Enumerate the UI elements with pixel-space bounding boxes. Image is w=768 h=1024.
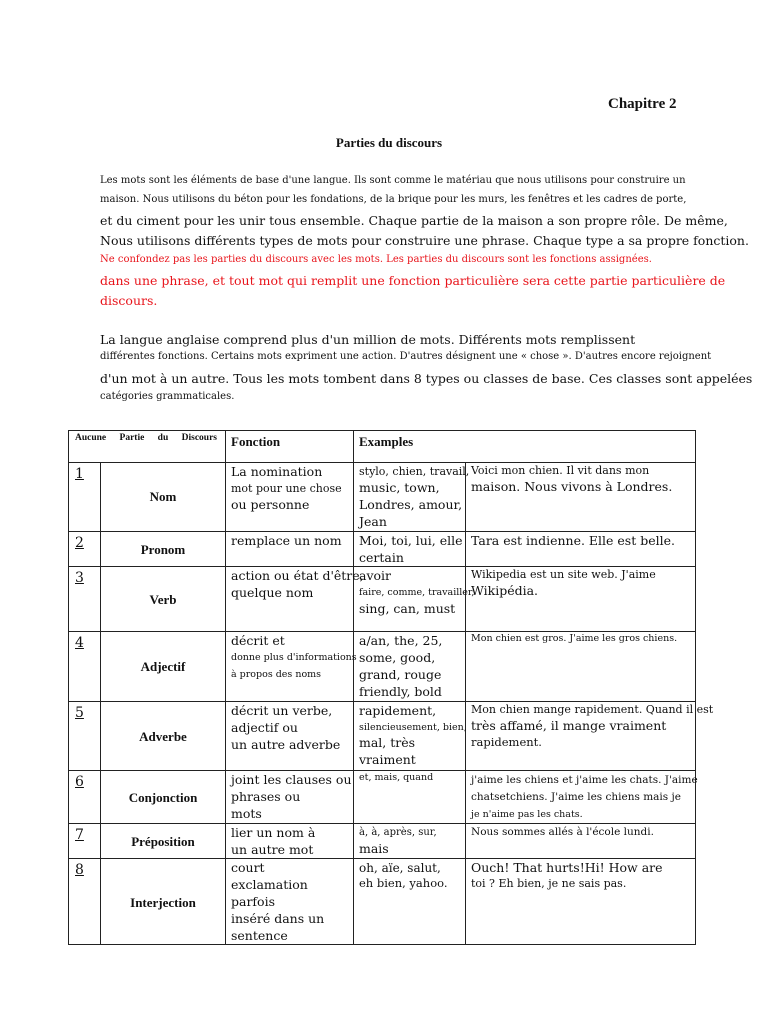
function-text: remplace un nom xyxy=(231,533,342,548)
warning-line-2: dans une phrase, et tout mot qui remplit une fonction particulière sera cette partie particulière de xyxy=(100,273,726,288)
part-name: Adverbe xyxy=(139,729,187,744)
sample-sentence: Voici mon chien. Il vit dans mon maison. Nous vivons à Londres. xyxy=(471,464,673,494)
part-name: Adjectif xyxy=(140,659,186,674)
function-text: joint les clauses ou phrases ou mots xyxy=(231,772,352,821)
examples-text: oh, aïe, salut, eh bien, yahoo. xyxy=(359,861,448,891)
para2-line-1: La langue anglaise comprend plus d'un million de mots. Différents mots remplissent xyxy=(100,332,636,347)
table-row xyxy=(69,463,696,532)
function-text: La nomination mot pour une chose ou personne xyxy=(231,464,342,512)
examples-text: Moi, toi, lui, elle certain xyxy=(359,533,463,565)
examples-text: et, mais, quand xyxy=(359,772,434,783)
table-row xyxy=(69,771,696,824)
sample-sentence: Mon chien est gros. J'aime les gros chiens. xyxy=(471,633,678,644)
row-number: 5 xyxy=(75,705,84,721)
examples-text: à, à, après, sur, mais xyxy=(359,827,437,856)
table-row xyxy=(69,859,696,945)
row-number: 4 xyxy=(75,635,84,651)
function-text: lier un nom à un autre mot xyxy=(231,825,316,857)
table-row xyxy=(69,702,696,771)
header-part: Aucune Partie du Discours xyxy=(69,431,226,463)
part-name: Nom xyxy=(149,489,177,504)
parts-of-speech-table xyxy=(68,430,714,945)
row-number: 7 xyxy=(75,827,84,843)
table-row xyxy=(69,532,696,567)
sample-sentence: j'aime les chiens et j'aime les chats. J'aime chatsetchiens. J'aime les chiens mais je je n'aime pas les chats. xyxy=(471,774,698,820)
para2-line-2: différentes fonctions. Certains mots expriment une action. D'autres désignent une « chose ». D'autres encore rejoignent xyxy=(100,351,712,362)
header-function: Fonction xyxy=(226,431,354,463)
row-number: 6 xyxy=(75,774,84,790)
examples-text: stylo, chien, travail, music, town, Londres, amour, Jean xyxy=(359,465,470,529)
intro-line-4: Nous utilisons différents types de mots pour construire une phrase. Chaque type a sa propre fonction. xyxy=(100,233,749,248)
sample-sentence: Wikipedia est un site web. J'aime Wikipédia. xyxy=(471,568,656,598)
sample-sentence: Ouch! That hurts!Hi! How are toi ? Eh bien, je ne sais pas. xyxy=(471,860,663,890)
row-number: 3 xyxy=(75,570,84,586)
function-text: décrit et donne plus d'informations à propos des noms xyxy=(231,633,357,681)
row-number: 2 xyxy=(75,535,84,551)
table-row xyxy=(69,632,696,702)
table-row xyxy=(69,567,696,632)
function-text: court exclamation parfois inséré dans un sentence xyxy=(231,860,325,943)
function-text: action ou état d'être, quelque nom xyxy=(231,568,364,600)
function-text: décrit un verbe, adjectif ou un autre adverbe xyxy=(231,703,341,752)
intro-line-3: et du ciment pour les unir tous ensemble. Chaque partie de la maison a son propre rôle. De même, xyxy=(100,213,728,228)
table-header-row xyxy=(69,431,696,463)
page-title: Parties du discours xyxy=(335,135,443,150)
intro-line-1: Les mots sont les éléments de base d'une langue. Ils sont comme le matériau que nous utilisons pour construire un xyxy=(100,175,686,186)
part-name: Pronom xyxy=(140,542,186,557)
examples-text: rapidement, silencieusement, bien, mal, très vraiment xyxy=(359,703,467,767)
chapter-heading: Chapitre 2 xyxy=(608,96,677,112)
examples-text: avoir faire, comme, travailler, sing, can, must xyxy=(359,568,475,617)
header-examples: Examples xyxy=(354,431,696,463)
para2-line-4: catégories grammaticales. xyxy=(100,391,235,402)
sample-sentence: Mon chien mange rapidement. Quand il est très affamé, il mange vraiment rapidement. xyxy=(471,703,714,749)
para2-line-3: d'un mot à un autre. Tous les mots tombent dans 8 types ou classes de base. Ces classes sont appelées xyxy=(100,371,753,386)
part-name: Interjection xyxy=(130,895,196,910)
row-number: 8 xyxy=(75,862,84,878)
row-number: 1 xyxy=(75,466,84,482)
part-name: Conjonction xyxy=(128,790,198,805)
examples-text: a/an, the, 25, some, good, grand, rouge friendly, bold xyxy=(359,633,443,699)
table-row xyxy=(69,824,696,859)
intro-line-2: maison. Nous utilisons du béton pour les fondations, de la brique pour les murs, les fenêtres et les cadres de porte, xyxy=(100,194,687,205)
part-name: Préposition xyxy=(131,834,195,849)
sample-sentence: Tara est indienne. Elle est belle. xyxy=(471,533,675,548)
warning-line-1: Ne confondez pas les parties du discours avec les mots. Les parties du discours sont les fonctions assignées. xyxy=(100,254,652,265)
sample-sentence: Nous sommes allés à l'école lundi. xyxy=(471,826,654,838)
part-name: Verb xyxy=(149,592,177,607)
warning-line-3: discours. xyxy=(100,293,158,308)
